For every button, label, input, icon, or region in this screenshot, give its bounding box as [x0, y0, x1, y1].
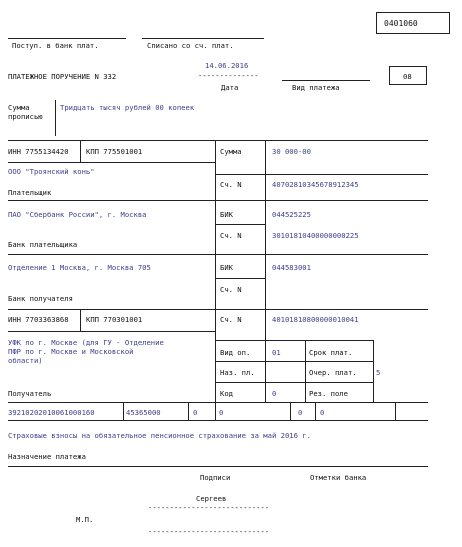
payer-kpp: КПП 775501001: [86, 147, 143, 156]
purpose-text: Страховые взносы на обязательное пенсионное страхование за май 2016 г.: [8, 431, 311, 440]
payer-bank-bik: 044525225: [272, 210, 311, 219]
purpose-code-label: Наз. пл.: [220, 368, 255, 377]
payee-account-label: Сч. N: [220, 315, 242, 324]
signature-line-1: ----------------------------: [148, 503, 270, 512]
payer-inn: ИНН 7755134420: [8, 147, 69, 156]
payee-bank-bik: 044583001: [272, 263, 311, 272]
payee-account: 40101810800000010041: [272, 315, 359, 324]
signer-name: Сергеев: [196, 494, 227, 503]
payer-bank-corr: 30101810400000000225: [272, 231, 359, 240]
bank-marks-label: Отметки банка: [310, 473, 367, 482]
form-code: 0401060: [384, 19, 418, 28]
signatures-label: Подписи: [200, 473, 231, 482]
payee-name-line3: области): [8, 356, 43, 365]
date-label: Дата: [221, 83, 239, 92]
order-label: Очер. плат.: [309, 368, 357, 377]
date-dashes: --------------: [198, 71, 259, 80]
payer-account-label: Сч. N: [220, 180, 242, 189]
payee-bank-label: Банк получателя: [8, 294, 73, 303]
tax-field-basis: 0: [193, 408, 198, 417]
payee-bank-name: Отделение 1 Москва, г. Москва 705: [8, 263, 151, 272]
tax-field-doc-number: 0: [298, 408, 303, 417]
amount-words-label: Сумма прописью: [8, 103, 43, 121]
received-label: Поступ. в банк плат.: [12, 41, 99, 50]
tax-field-doc-date: 0: [320, 408, 325, 417]
date-value: 14.06.2016: [205, 61, 249, 70]
status-code: 08: [403, 72, 412, 81]
payee-corr-label: Сч. N: [220, 285, 242, 294]
amount-words: Тридцать тысяч рублей 00 копеек: [60, 103, 195, 112]
payer-account: 40702810345678912345: [272, 180, 359, 189]
order-value: 5: [376, 368, 381, 377]
payer-bik-label: БИК: [220, 210, 233, 219]
payee-name-line2: ПФР по г. Москве и Московской: [8, 347, 134, 356]
debited-label: Списано со сч. плат.: [147, 41, 234, 50]
op-type: 01: [272, 348, 281, 357]
payer-bank-label: Банк плательщика: [8, 240, 78, 249]
payee-name-line1: УФК по г. Москве (для ГУ - Отделение: [8, 338, 164, 347]
stamp-label: М.П.: [76, 515, 94, 524]
payer-name: ООО "Троянский конь": [8, 167, 95, 176]
payee-label: Получатель: [8, 389, 52, 398]
payment-type-label: Вид платежа: [292, 83, 340, 92]
payer-label: Плательщик: [8, 188, 52, 197]
reserve-label: Рез. поле: [309, 389, 348, 398]
purpose-heading: Назначение платежа: [8, 452, 86, 461]
term-label: Срок плат.: [309, 348, 353, 357]
tax-field-kbk: 39210202010061000160: [8, 408, 95, 417]
page-title: ПЛАТЕЖНОЕ ПОРУЧЕНИЕ N 332: [8, 72, 117, 81]
payer-corr-label: Сч. N: [220, 231, 242, 240]
payer-bank-name: ПАО "Сбербанк России", г. Москва: [8, 210, 147, 219]
amount-label: Сумма: [220, 147, 242, 156]
amount-value: 30 000-00: [272, 147, 311, 156]
payee-kpp: КПП 770301001: [86, 315, 143, 324]
payee-inn: ИНН 7703363868: [8, 315, 69, 324]
code-label: Код: [220, 389, 233, 398]
tax-field-oktmo: 45365000: [126, 408, 161, 417]
code-value: 0: [272, 389, 277, 398]
signature-line-2: ----------------------------: [148, 527, 270, 536]
op-type-label: Вид оп.: [220, 348, 251, 357]
tax-field-period: 0: [219, 408, 224, 417]
payee-bik-label: БИК: [220, 263, 233, 272]
